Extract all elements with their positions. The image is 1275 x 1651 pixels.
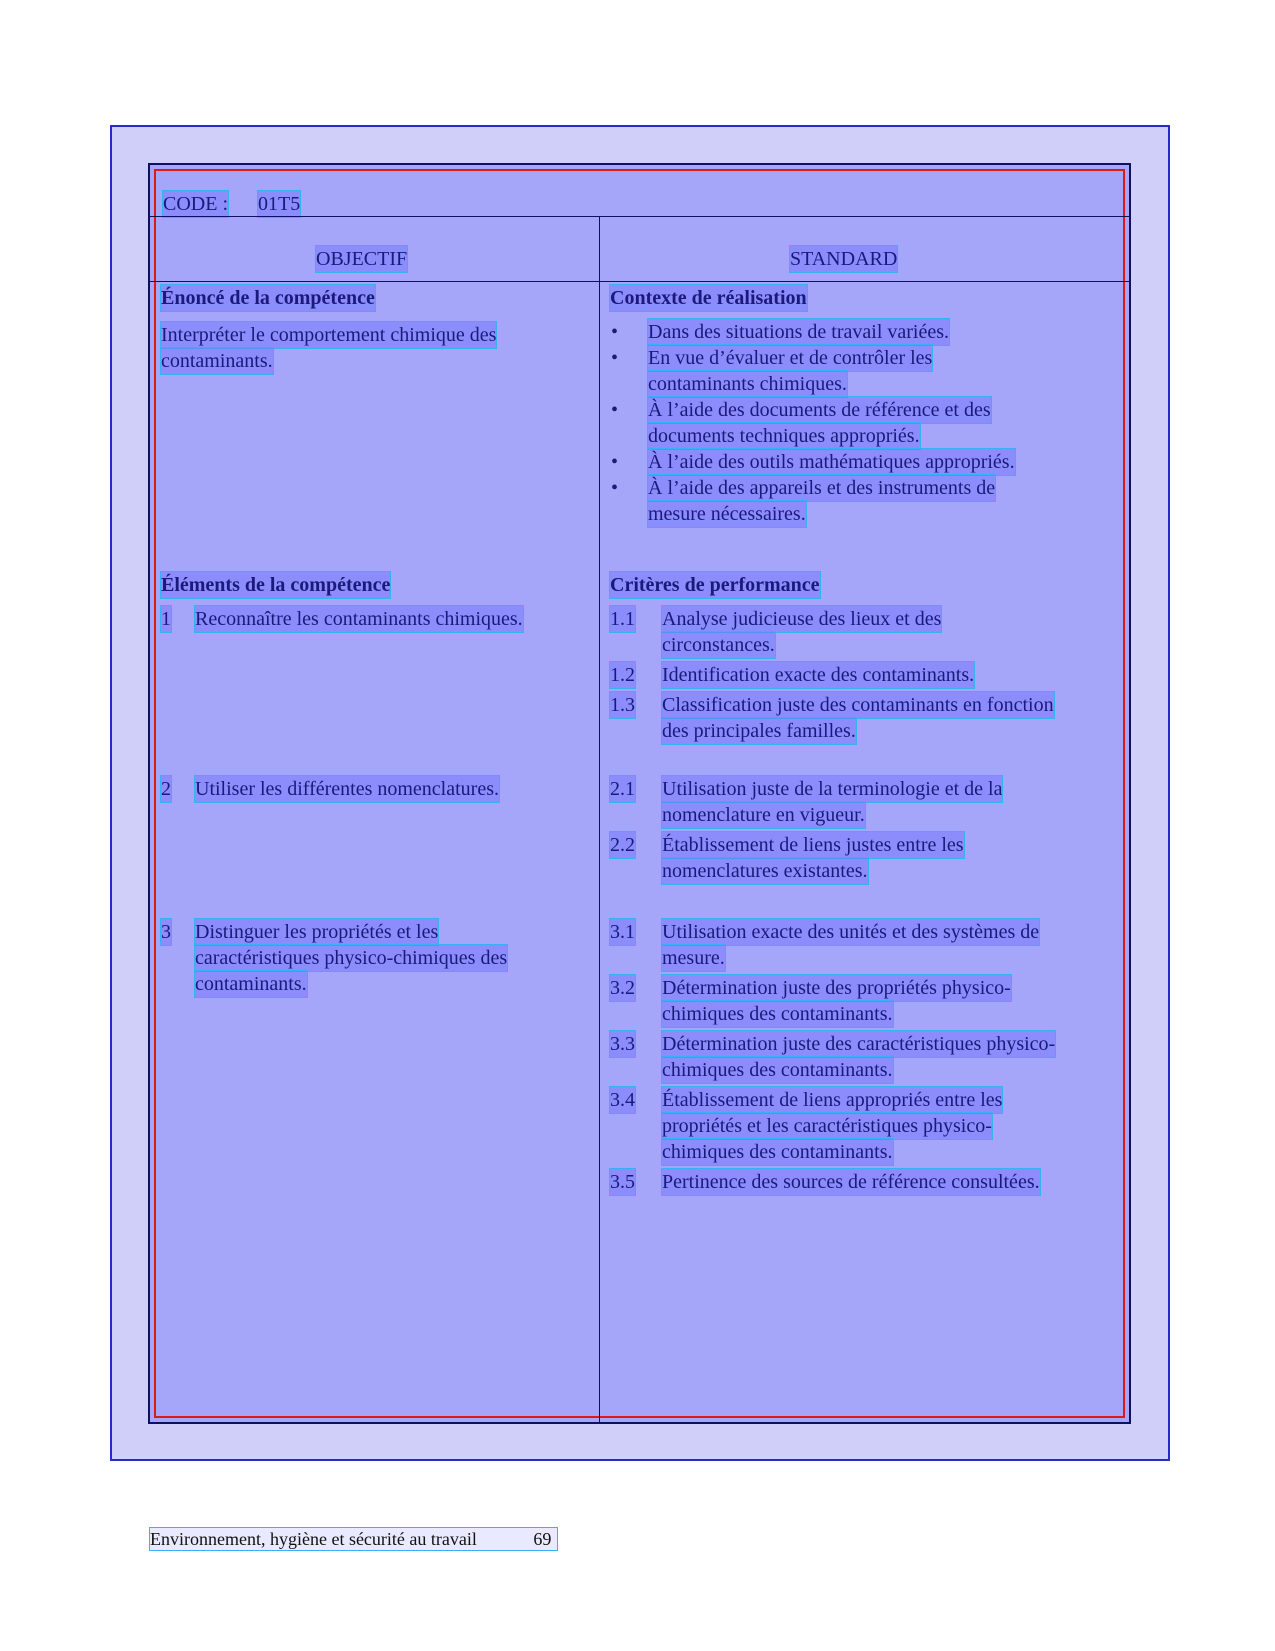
critere-text: Identification exacte des contaminants. <box>662 664 975 686</box>
critere-number: 3.5 <box>610 1171 635 1193</box>
bullet-icon: • <box>611 321 619 343</box>
critere-text: des principales familles. <box>662 720 856 742</box>
critere-text: chimiques des contaminants. <box>662 1141 893 1163</box>
critere-text: Détermination juste des caractéristiques physico- <box>662 1033 1056 1055</box>
critere-text: circonstances. <box>662 634 775 656</box>
contexte-line: Dans des situations de travail variées. <box>648 321 950 343</box>
code-value: 01T5 <box>258 193 301 215</box>
critere-number: 1.2 <box>610 664 635 686</box>
bullet-icon: • <box>611 399 619 421</box>
code-divider <box>150 216 1129 217</box>
contexte-line: mesure nécessaires. <box>648 503 806 525</box>
bullet-icon: • <box>611 347 619 369</box>
bullet-icon: • <box>611 477 619 499</box>
critere-number: 3.3 <box>610 1033 635 1055</box>
critere-number: 1.1 <box>610 608 635 630</box>
contexte-title: Contexte de réalisation <box>610 287 807 309</box>
elements-title: Éléments de la compétence <box>161 574 391 596</box>
critere-text: Détermination juste des propriétés physico- <box>662 977 1011 999</box>
column-header-objectif: OBJECTIF <box>316 248 408 270</box>
critere-text: Analyse judicieuse des lieux et des <box>662 608 942 630</box>
enonce-line: contaminants. <box>161 350 273 372</box>
critere-text: Utilisation exacte des unités et des systèmes de <box>662 921 1040 943</box>
critere-number: 3.4 <box>610 1089 635 1111</box>
critere-text: propriétés et les caractéristiques physico- <box>662 1115 992 1137</box>
critere-text: chimiques des contaminants. <box>662 1003 893 1025</box>
critere-text: Pertinence des sources de référence consultées. <box>662 1171 1040 1193</box>
element-number: 2 <box>161 778 171 800</box>
contexte-line: contaminants chimiques. <box>648 373 847 395</box>
contexte-line: En vue d’évaluer et de contrôler les <box>648 347 933 369</box>
critere-number: 3.1 <box>610 921 635 943</box>
column-divider <box>599 216 600 1424</box>
element-text: Distinguer les propriétés et les <box>195 921 439 943</box>
code-label: CODE : <box>163 193 228 215</box>
competency-table <box>148 163 1131 1424</box>
contexte-line: documents techniques appropriés. <box>648 425 920 447</box>
element-number: 1 <box>161 608 171 630</box>
criteres-title: Critères de performance <box>610 574 820 596</box>
contexte-line: À l’aide des outils mathématiques appropriés. <box>648 451 1015 473</box>
contexte-line: À l’aide des appareils et des instruments de <box>648 477 996 499</box>
element-text: Reconnaître les contaminants chimiques. <box>195 608 523 630</box>
critere-text: Établissement de liens appropriés entre les <box>662 1089 1003 1111</box>
enonce-line: Interpréter le comportement chimique des <box>161 324 497 346</box>
critere-text: Établissement de liens justes entre les <box>662 834 964 856</box>
bullet-icon: • <box>611 451 619 473</box>
column-header-standard: STANDARD <box>790 248 898 270</box>
critere-text: chimiques des contaminants. <box>662 1059 893 1081</box>
critere-text: Classification juste des contaminants en fonction <box>662 694 1054 716</box>
critere-number: 3.2 <box>610 977 635 999</box>
contexte-line: À l’aide des documents de référence et des <box>648 399 991 421</box>
element-text: caractéristiques physico-chimiques des <box>195 947 508 969</box>
element-number: 3 <box>161 921 171 943</box>
element-text: contaminants. <box>195 973 307 995</box>
page-number: 69 <box>533 1529 552 1549</box>
critere-text: nomenclatures existantes. <box>662 860 868 882</box>
critere-number: 2.1 <box>610 778 635 800</box>
footer-title: Environnement, hygiène et sécurité au travail <box>150 1529 477 1549</box>
critere-number: 2.2 <box>610 834 635 856</box>
critere-text: Utilisation juste de la terminologie et de la <box>662 778 1003 800</box>
page-footer <box>150 1528 557 1550</box>
critere-text: mesure. <box>662 947 725 969</box>
enonce-title: Énoncé de la compétence <box>161 287 375 309</box>
critere-text: nomenclature en vigueur. <box>662 804 865 826</box>
header-divider <box>150 281 1129 282</box>
critere-number: 1.3 <box>610 694 635 716</box>
element-text: Utiliser les différentes nomenclatures. <box>195 778 499 800</box>
